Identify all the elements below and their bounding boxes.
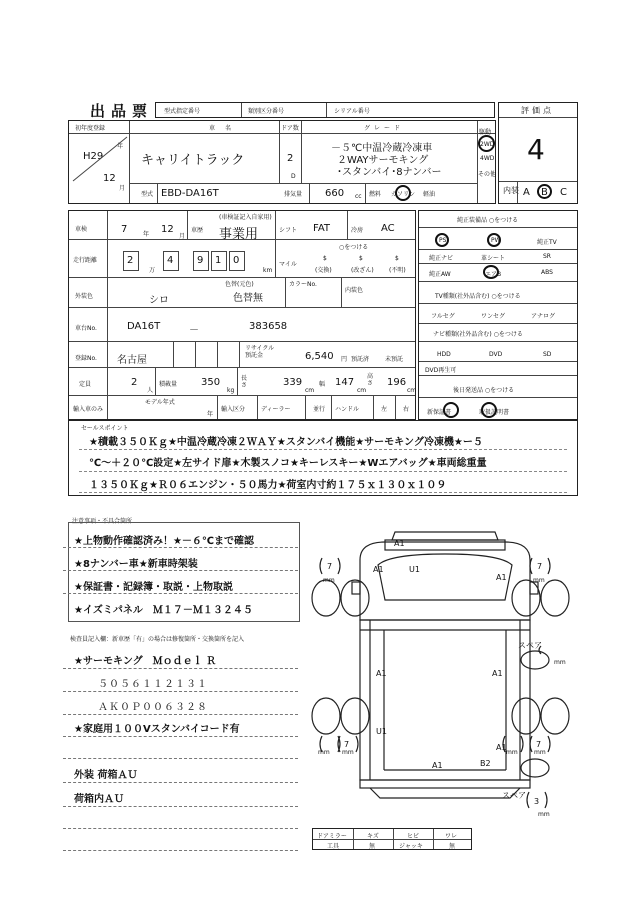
notes-label: 注意事項・不具合箇所 (72, 518, 133, 525)
navi-title: ナビ種類(社外品含む) ○をつける (433, 331, 523, 338)
fuel-label: 燃料 (369, 191, 382, 198)
diagram-wheel-fl-mm: mm (323, 577, 335, 584)
shift-value: FAT (313, 223, 331, 234)
inspection-item-5: 外装 荷箱ＡＵ (74, 770, 138, 781)
katashiki-label: 型式指定番号 (164, 108, 201, 115)
equip-ps: PS (439, 237, 447, 244)
inspection-item-1: ★サーモキング Ｍｏｄｅｌ Ｒ (74, 656, 217, 667)
model-year-label: モデル年式 (145, 399, 175, 406)
chassis-dash: － (189, 325, 199, 336)
inspection-item-6: 荷箱内ＡＵ (74, 794, 124, 805)
inspection-label: 車検 (75, 226, 88, 233)
year-unit: 年 (117, 143, 124, 150)
recycle-value: 6,540 (305, 351, 334, 362)
equip-sr: SR (543, 253, 551, 260)
manual-circle (481, 402, 497, 418)
length-label: 長さ (241, 375, 248, 389)
interior-a: A (523, 187, 530, 198)
inspection-item-4: ★家庭用１００Vスタンバイコード有 (74, 724, 240, 735)
grade-label: グレード (364, 125, 405, 132)
diagram-wheel-fl-value: 7 (327, 562, 333, 571)
diagram-spare-rear-mm: mm (538, 811, 550, 818)
sales-line-3: １３５０Ｋｇ★Ｒ０６エンジン・５０馬力★荷室内寸約１７５ｘ１３０ｘ１０９ (89, 480, 447, 491)
mile-label: マイル (279, 261, 297, 268)
car-name: キャリイトラック (141, 153, 245, 168)
sales-line-1: ★積載３５０Ｋｇ★中温冷蔵冷凍２ＷＡＹ★スタンバイ機能★サーモキング冷凍機★ー５ (89, 437, 483, 448)
width-label: 幅 (319, 381, 326, 388)
airbag-circle (483, 265, 502, 279)
drive-2wd: 2WD (480, 141, 495, 148)
chassis-label: 車台No. (75, 325, 97, 332)
handle-label: ハンドル (335, 406, 360, 413)
name-label: 車名 (209, 125, 242, 132)
legend-door-mirror: ドアミラー (317, 833, 347, 840)
sales-line-2: ℃～＋２０℃設定★左サイド扉★木製スノコ★キーレスキー★Wエアバッグ★車両総重量 (89, 458, 487, 469)
cc-unit: cc (355, 193, 362, 200)
diagram-a1-right-rear: A1 (496, 743, 507, 752)
tamper-mark: $ (359, 255, 363, 262)
diagram-u1-front: U1 (409, 565, 420, 574)
first-reg-month: 12 (103, 173, 116, 184)
handle-left: 左 (381, 406, 388, 413)
ac-value: AC (381, 223, 395, 234)
height-unit: cm (407, 387, 417, 394)
id-number-strip (155, 102, 495, 118)
equip-pw: PW (491, 237, 501, 244)
diagram-wheel-rr2-mm: mm (534, 749, 546, 756)
ruibetsu-label: 類別区分番号 (248, 108, 285, 115)
model-year-unit: 年 (207, 411, 214, 418)
ps-circle (435, 233, 449, 247)
use-label: 車歴 (191, 227, 204, 234)
light-oil-label: 軽油 (423, 191, 436, 198)
diagram-wheel-fr-value: 7 (537, 562, 543, 571)
fuel-value: ガソリン (391, 191, 416, 198)
legend-tool-value: 無 (369, 843, 376, 850)
score-value: 4 (527, 133, 545, 166)
diagram-wheel-fr-mm: mm (533, 577, 545, 584)
equip-genuine-navi: 純正ナビ (429, 255, 454, 262)
mileage-man: 万 (149, 267, 156, 274)
first-reg-label: 初年度登録 (75, 125, 106, 132)
tv-title: TV種類(社外品含む) ○をつける (435, 293, 521, 300)
interior-b: B (541, 187, 548, 198)
length-unit: cm (305, 387, 315, 394)
use-note: (車検証記入自家用) (219, 214, 272, 221)
circle-note-1: ○をつける (339, 244, 369, 251)
inspection-item-2: ５０５６１１２１３１ (98, 679, 208, 690)
note-item-3: ★保証書・記録簿・取説・上物取説 (74, 582, 233, 593)
length-value: 339 (283, 377, 303, 388)
recycle-unit: 円 (341, 356, 348, 363)
unknown-mark: $ (395, 255, 399, 262)
diagram-b2-bottom: B2 (480, 759, 491, 768)
recycle-paid: 預託済 (351, 356, 370, 363)
equipment-panel (418, 210, 578, 420)
load-unit: kg (227, 387, 235, 394)
tv-analog: アナログ (531, 313, 556, 320)
mileage-label: 走行距離 (73, 257, 98, 264)
after-manual: 取扱説明書 (479, 409, 510, 416)
diagram-a1-left-front: A1 (373, 565, 384, 574)
color-no-label: カラーNo. (289, 281, 317, 288)
unknown-label: (不明) (389, 267, 406, 274)
drive-other: その他 (478, 171, 497, 178)
month-unit: 月 (119, 185, 126, 192)
legend-crack: ヒビ (407, 833, 420, 840)
drive-4wd: 4WD (480, 155, 495, 162)
tv-fullseg: フルセグ (431, 313, 455, 320)
navi-dvd-player: DVD再生可 (425, 367, 457, 374)
displacement-label: 排気量 (284, 191, 303, 198)
note-item-4: ★イズミパネル Ｍ１７－Ｍ１３２４５ (74, 605, 253, 616)
grade-line-1: －５℃中温冷蔵冷凍車 (331, 143, 433, 154)
mileage-digit-5: 0 (233, 255, 240, 266)
width-unit: cm (357, 387, 367, 394)
color-change-value: 色替無 (233, 293, 263, 304)
import-label: 輸入車のみ (73, 406, 104, 413)
interior-b-circle (537, 184, 552, 199)
diagram-wheel-rl2-mm: mm (342, 749, 354, 756)
drive-2wd-circle (478, 135, 495, 152)
diagram-spare-front-label: スペア (518, 641, 542, 650)
displacement-value: 660 (325, 188, 345, 199)
diagram-wheel-rl-value: 7 (344, 740, 350, 749)
import-parallel: 並行 (313, 406, 326, 413)
diagram-a1-top: A1 (394, 539, 405, 548)
model-value: EBD-DA16T (161, 188, 219, 199)
handle-right: 右 (403, 406, 410, 413)
inspection-item-3: ＡＫ０Ｐ００６３２８ (98, 702, 208, 713)
load-label: 積載量 (159, 381, 178, 388)
swap-label: (交換) (315, 267, 332, 274)
diagram-wheel-rr1-mm: mm (506, 749, 518, 756)
mileage-digit-1: 2 (127, 255, 134, 266)
after-warranty: 新保証書 (427, 409, 452, 416)
import-category-label: 輸入区分 (221, 406, 246, 413)
ac-label: 冷房 (351, 227, 364, 234)
reg-label: 登録No. (75, 355, 97, 362)
capacity-unit: 人 (147, 387, 154, 394)
doors-suffix: D (291, 173, 296, 180)
pw-circle (487, 233, 501, 247)
swap-mark: $ (323, 255, 327, 262)
vehicle-info-table (68, 120, 496, 204)
legend-scratch: キズ (367, 833, 379, 840)
shift-label: シフト (279, 227, 298, 234)
interior-c: C (560, 187, 567, 198)
inspection-month-unit: 月 (179, 233, 186, 240)
diagram-spare-rear-label: スペア (502, 791, 526, 800)
tamper-label: (改ざん) (351, 267, 374, 274)
diagram-a1-right-mid: A1 (492, 669, 503, 678)
legend-tool: 工具 (327, 843, 340, 850)
specs-table (68, 210, 416, 420)
equip-airbag: エアB (485, 271, 502, 278)
diagram-wheel-rl1-mm: mm (318, 749, 330, 756)
diagram-wheel-rr-value: 7 (536, 740, 542, 749)
sales-points-box (68, 420, 578, 496)
score-box (498, 102, 578, 204)
after-title: 後日発送品 ○をつける (453, 387, 515, 394)
mileage-digit-4: 1 (215, 255, 222, 266)
model-label: 型式 (141, 191, 154, 198)
inspection-label: 検査員記入欄：新車歴「有」の場合は修復箇所・交換箇所を記入 (70, 636, 245, 643)
mileage-km: km (263, 267, 273, 274)
grade-line-2: ２WAYサーモキング (337, 155, 429, 166)
equip-genuine-tv: 純正TV (537, 239, 557, 246)
interior-color-label: 内装色 (345, 287, 364, 294)
chassis-number: 383658 (249, 321, 288, 332)
reg-value: 名古屋 (117, 355, 147, 366)
mileage-digit-2: 4 (167, 255, 174, 266)
inspection-year: 7 (121, 224, 128, 235)
inspection-month: 12 (161, 224, 174, 235)
diagram-a1-left-mid: A1 (376, 669, 387, 678)
color-value: シロ (149, 295, 169, 306)
fuel-circle (395, 185, 411, 201)
legend-break: ワレ (445, 833, 458, 840)
first-reg-era: H29 (83, 151, 104, 162)
width-value: 147 (335, 377, 355, 388)
inspection-year-unit: 年 (143, 231, 150, 238)
note-item-2: ★8ナンバー車★新車時架装 (74, 559, 198, 570)
tv-oneseg: ワンセグ (481, 313, 506, 320)
mileage-digit-3: 9 (197, 255, 204, 266)
diagram-a1-bottom: A1 (432, 761, 443, 770)
warranty-circle (443, 402, 459, 418)
diagram-a1-right-front: A1 (496, 573, 507, 582)
interior-label: 内装 (503, 186, 519, 195)
equip-leather: 革シート (481, 255, 506, 262)
score-label: 評価点 (521, 106, 554, 115)
navi-hdd: HDD (437, 351, 451, 358)
note-item-1: ★上物動作確認済み！★－６℃まで確認 (74, 536, 255, 547)
serial-label: シリアル番号 (334, 108, 370, 115)
grade-line-3: ･スタンバイ･8ナンバー (337, 167, 442, 178)
load-value: 350 (201, 377, 221, 388)
page-title: 出品票 (90, 102, 154, 120)
height-label: 高さ (367, 373, 374, 387)
doors-value: 2 (287, 153, 294, 164)
diagram-u1-left-rear: U1 (376, 727, 387, 736)
diagram-spare-front-mm: mm (554, 659, 566, 666)
legend-jack: ジャッキ (399, 843, 423, 850)
color-change-label: 色替(元色) (225, 281, 254, 288)
genuine-title: 純正装備品 ○をつける (457, 217, 519, 224)
recycle-unpaid: 未預託 (385, 356, 404, 363)
import-dealer: ディーラー (261, 406, 291, 413)
car-damage-diagram (300, 520, 570, 820)
recycle-label: リサイクル預託金 (245, 345, 275, 359)
height-value: 196 (387, 377, 407, 388)
capacity-value: 2 (131, 377, 138, 388)
navi-dvd: DVD (489, 351, 503, 358)
navi-sd: SD (543, 351, 552, 358)
sales-label: セールスポイント (81, 425, 129, 432)
capacity-label: 定員 (79, 381, 92, 388)
legend-table (312, 828, 472, 850)
chassis-model: DA16T (127, 321, 161, 332)
legend-jack-value: 無 (449, 843, 456, 850)
diagram-spare-rear-value: 3 (534, 797, 540, 806)
color-label: 外装色 (75, 293, 94, 300)
use-value: 事業用 (219, 227, 259, 242)
equip-abs: ABS (541, 269, 553, 276)
drive-label: 駆動 (479, 129, 492, 136)
equip-genuine-aw: 純正AW (429, 271, 451, 278)
doors-label: ドア数 (281, 125, 299, 132)
